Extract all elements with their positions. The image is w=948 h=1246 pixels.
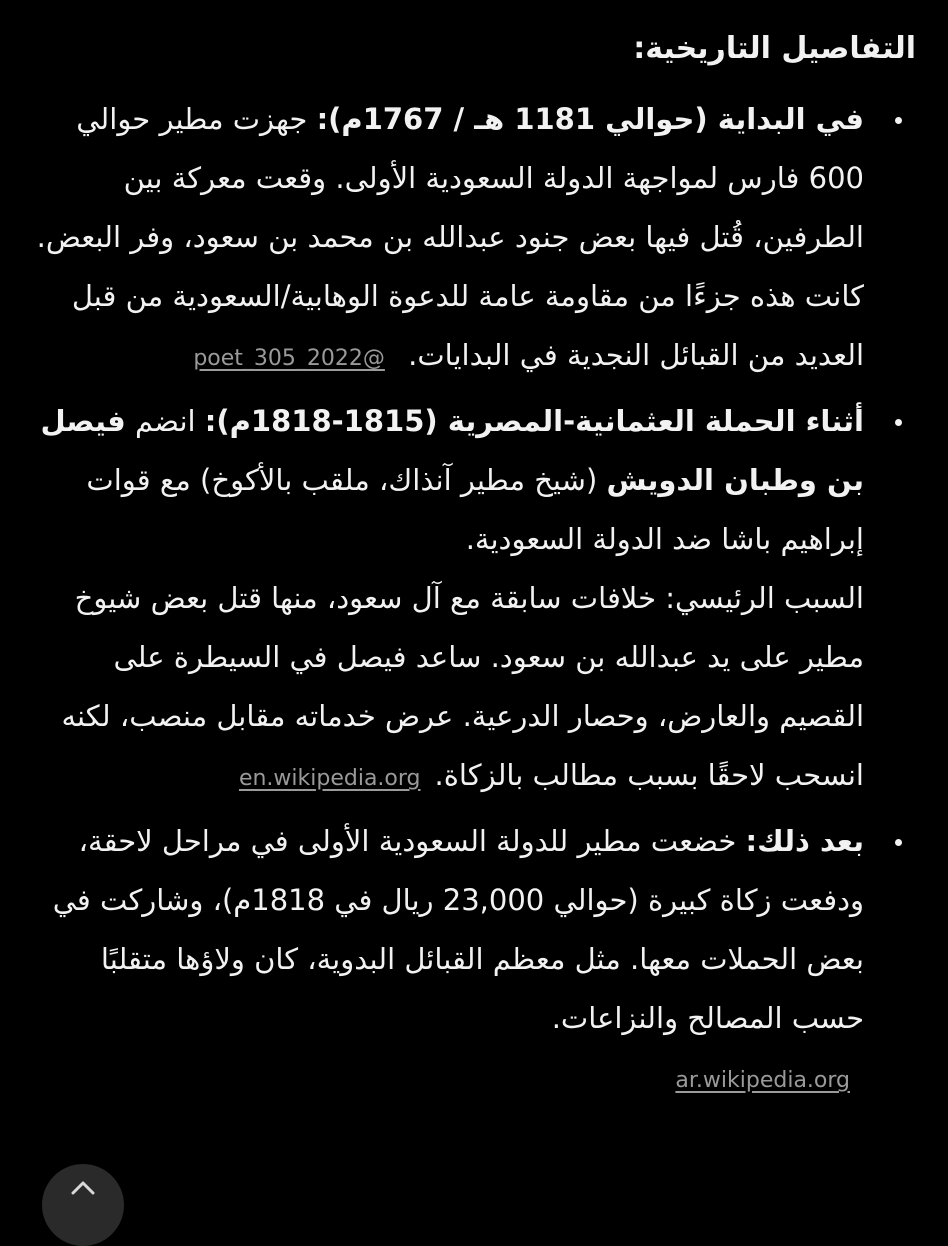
close-button[interactable] (42, 1164, 124, 1246)
answer-content (28, 18, 916, 1114)
source-link[interactable]: ar.wikipedia.org (675, 1068, 850, 1093)
bullet-icon (895, 117, 902, 124)
item-title: بعد ذلك: (745, 824, 864, 858)
item-body-reason (28, 569, 864, 808)
source-link[interactable]: en.wikipedia.org (238, 766, 421, 791)
item-reason-text: السبب الرئيسي: خلافات سابقة مع آل سعود، منها قتل بعض شيوخ مطير على يد عبدالله بن سعود. ساعد فيصل في السيطرة على القصيم والعارض، وحصار الدرعية. عرض خدماته مقابل منصب، لكنه انسحب لاحقًا بسبب مطالب بالزكاة. (61, 581, 864, 792)
item-title: أثناء الحملة العثمانية-المصرية (1815-1818م): (204, 404, 864, 438)
bullet-icon (895, 839, 902, 846)
section-heading: التفاصيل التاريخية: (633, 31, 916, 66)
item-title: في البداية (حوالي 1181 هـ / 1767م): (316, 102, 864, 136)
details-list (28, 90, 916, 1110)
list-item-ottoman-campaign (28, 392, 916, 808)
list-item-afterwards (28, 812, 916, 1110)
list-item-beginning (28, 90, 916, 388)
item-body: خضعت مطير للدولة السعودية الأولى في مراحل لاحقة، ودفعت زكاة كبيرة (حوالي 23,000 ريال في 1818م)، وشاركت في بعض الحملات معها. مثل معظم القبائل البدوية، كان ولاؤها متقلبًا حسب المصالح والنزاعات. (52, 824, 864, 1035)
item-bold-name: فيصل بن وطبان الدويش (40, 404, 864, 497)
item-body-end: (شيخ مطير آنذاك، ملقب بالأكوخ) مع قوات إبراهيم باشا ضد الدولة السعودية. (86, 463, 864, 556)
item-body: جهزت مطير حوالي 600 فارس لمواجهة الدولة السعودية الأولى. وقعت معركة بين الطرفين، قُتل فيها بعض جنود عبدالله بن محمد بن سعود، وفر البعض. كانت هذه جزءًا من مقاومة عامة للدعوة الوهابية/السعودية من قبل العديد من القبائل النجدية في البدايات. (36, 102, 864, 372)
item-body-start: انضم (135, 404, 196, 438)
bullet-icon (895, 419, 902, 426)
close-icon (71, 1181, 95, 1195)
source-link[interactable]: poet_305_2022@ (193, 346, 385, 371)
